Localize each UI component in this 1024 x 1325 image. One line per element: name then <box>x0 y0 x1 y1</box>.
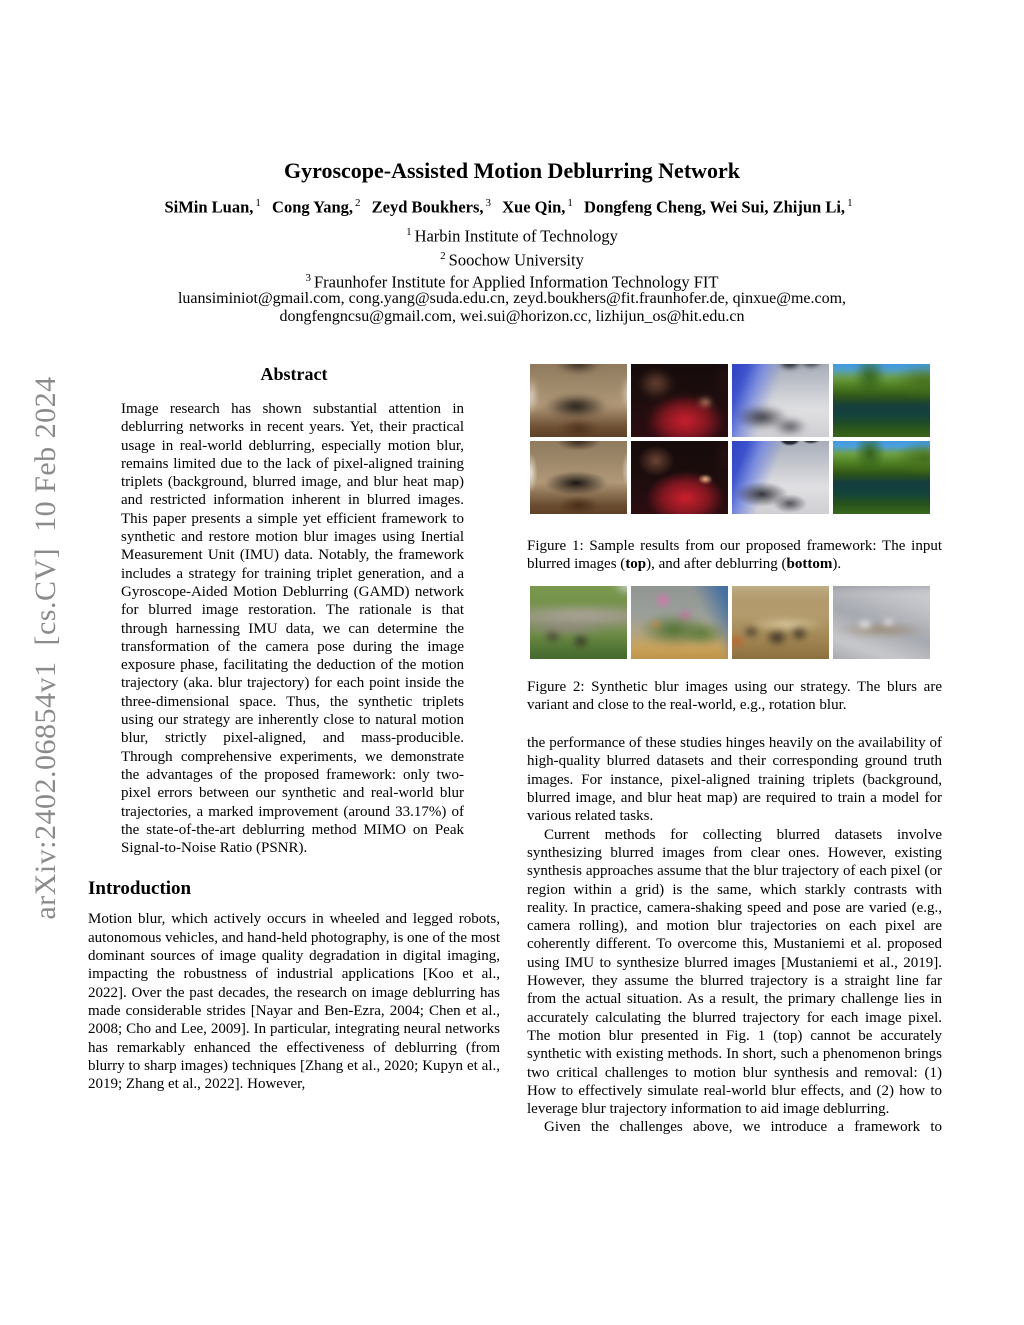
author-affil-mark: 1 <box>567 197 573 209</box>
affiliation <box>0 246 1024 271</box>
affiliation-text: Fraunhofer Institute for Applied Information Technology FIT <box>313 272 719 292</box>
author-affil-mark: 3 <box>485 197 492 209</box>
author: Cong Yang, <box>272 197 354 217</box>
caption-text: ), and after deblurring ( <box>646 556 787 573</box>
figure1-image-guitarist-sharp <box>631 441 728 514</box>
affiliation-text: Soochow University <box>448 250 584 270</box>
caption-text: Figure 1: Sample results from our proposed framework: The input blurred images ( <box>527 538 942 573</box>
author: Zeyd Boukhers, <box>371 197 484 217</box>
figure1-image-courtroom-blurred <box>530 364 627 437</box>
caption-bold-bottom: bottom <box>786 556 833 573</box>
caption-bold-top: top <box>625 556 647 573</box>
left-column <box>88 364 500 1093</box>
caption-text: ). <box>832 556 842 573</box>
affiliation-mark: 1 <box>406 226 412 238</box>
affiliation-text: Harbin Institute of Technology <box>414 226 618 246</box>
right-column <box>527 364 942 1137</box>
figure1-caption <box>527 537 942 574</box>
author-emails-line2: dongfengncsu@gmail.com, wei.sui@horizon.cc, lizhijun_os@hit.edu.cn <box>279 308 745 325</box>
author: Xue Qin, <box>502 197 566 217</box>
figure2-image-industrial <box>833 586 930 659</box>
introduction-heading: Introduction <box>88 878 192 900</box>
author-affil-mark: 1 <box>255 197 261 209</box>
author: Dongfeng Cheng, Wei Sui, Zhijun Li, <box>584 197 846 217</box>
abstract-heading: Abstract <box>260 364 328 384</box>
abstract-body: Image research has shown substantial attention in deblurring networks in recent years. Yet, their practical usage in real-world deblurring, especially motion blur, remains limited due to the lack of pixel-aligned training triplets (background, blurred image, and blur heat map) and restricted information inherent in blurred images. This paper presents a simple yet efficient framework to synthetic and restore motion blur images using Inertial Measurement Unit (IMU) data. Notably, the framework includes a strategy for training triplet generation, and a Gyroscope-Aided Motion Deblurring (GAMD) network for blurred image restoration. The rationale is that through harnessing IMU data, we can determine the transformation of the camera pose during the image exposure phase, facilitating the deduction of the motion trajectory (aka. blur trajectory) for each point inside the three-dimensional space. Thus, the synthetic triplets using our strategy are inherently close to natural motion blur, strictly pixel-aligned, and mass-producible. Through comprehensive experiments, we demonstrate the advantages of the proposed framework: only two-pixel errors between our synthetic and real-world blur trajectories, a marked improvement (around 33.17%) of the state-of-the-art deblurring method MIMO on Peak Signal-to-Noise Ratio (PSNR). <box>121 401 464 857</box>
affiliation-mark: 3 <box>305 272 311 284</box>
body-paragraph: Current methods for collecting blurred datasets involve synthesizing blurred images from clear ones. However, existing synthesis approaches assume that the blur trajectory of each pixel (or region within a grid) is the same, which starkly contrasts with reality. In practice, camera-shaking speed and pose are varied (e.g., camera rolling), and motion blur trajectories on each pixel are coherently different. To overcome this, Mustaniemi et al. proposed using IMU to synthesize blurred images [Mustaniemi et al., 2019]. However, they assume the blurred trajectory is a straight line far from the actual situation. As a result, the primary challenge lies in accurately calculating the blurred trajectory for each image pixel. The motion blur presented in Fig. 1 (top) cannot be accurately synthetic with existing methods. In short, such a phenomenon brings two critical challenges to motion blur synthesis and removal: (1) How to effectively simulate real-world blur effects, and (2) how to leverage blur trajectory information to aid image deblurring. <box>527 826 942 1118</box>
figure2-caption: Figure 2: Synthetic blur images using our strategy. The blurs are variant and close to the real-world, e.g., rotation blur. <box>527 678 942 713</box>
figure1-image-lake-sharp <box>833 441 930 514</box>
figure1-image-bowling-blurred <box>732 364 829 437</box>
figure1-image-bowling-sharp <box>732 441 829 514</box>
figure2-row <box>530 586 942 659</box>
author-affil-mark: 2 <box>355 197 361 209</box>
paper-title: Gyroscope-Assisted Motion Deblurring Network <box>283 157 741 183</box>
author-line <box>0 193 1024 218</box>
figure1-deblurred-row <box>530 441 942 514</box>
figure-2 <box>527 586 942 715</box>
author-affil-mark: 1 <box>847 197 853 209</box>
figure1-image-guitarist-blurred <box>631 364 728 437</box>
author-emails-line1: luansiminiot@gmail.com, cong.yang@suda.edu.cn, zeyd.boukhers@fit.fraunhofer.de, qinxue@me.com, <box>177 290 847 307</box>
figure2-image-flowers <box>631 586 728 659</box>
affiliation <box>0 222 1024 247</box>
figure1-image-courtroom-sharp <box>530 441 627 514</box>
figure1-blurred-row <box>530 364 942 437</box>
introduction-paragraph: Motion blur, which actively occurs in wheeled and legged robots, autonomous vehicles, and hand-held photography, is one of the most dominant sources of image quality degradation in digital imaging, impacting the robustness of industrial applications [Koo et al., 2022]. Over the past decades, the research on image deblurring has made considerable strides [Nayar and Ben-Ezra, 2004; Chen et al., 2008; Cho and Lee, 2009]. In particular, integrating neural networks has remarkably enhanced the effectiveness of deblurring (from blurry to sharp images) techniques [Zhang et al., 2020; Kupyn et al., 2019; Zhang et al., 2022]. However, <box>88 911 500 1093</box>
figure2-image-office <box>732 586 829 659</box>
arxiv-watermark: arXiv:2402.06854v1 [cs.CV] 10 Feb 2024 <box>29 376 62 920</box>
affiliation-mark: 2 <box>440 250 446 262</box>
body-paragraph: Given the challenges above, we introduce a framework to <box>544 1119 942 1136</box>
body-paragraph: the performance of these studies hinges heavily on the availability of high-quality blurred datasets and their corresponding ground truth images. For instance, pixel-aligned training triplets (background, blurred image, and blur heat map) are required to train a model for various related tasks. <box>527 735 942 825</box>
author: SiMin Luan, <box>164 197 254 217</box>
figure-1 <box>527 364 942 574</box>
figure2-image-bridge <box>530 586 627 659</box>
figure1-image-lake-blurred <box>833 364 930 437</box>
